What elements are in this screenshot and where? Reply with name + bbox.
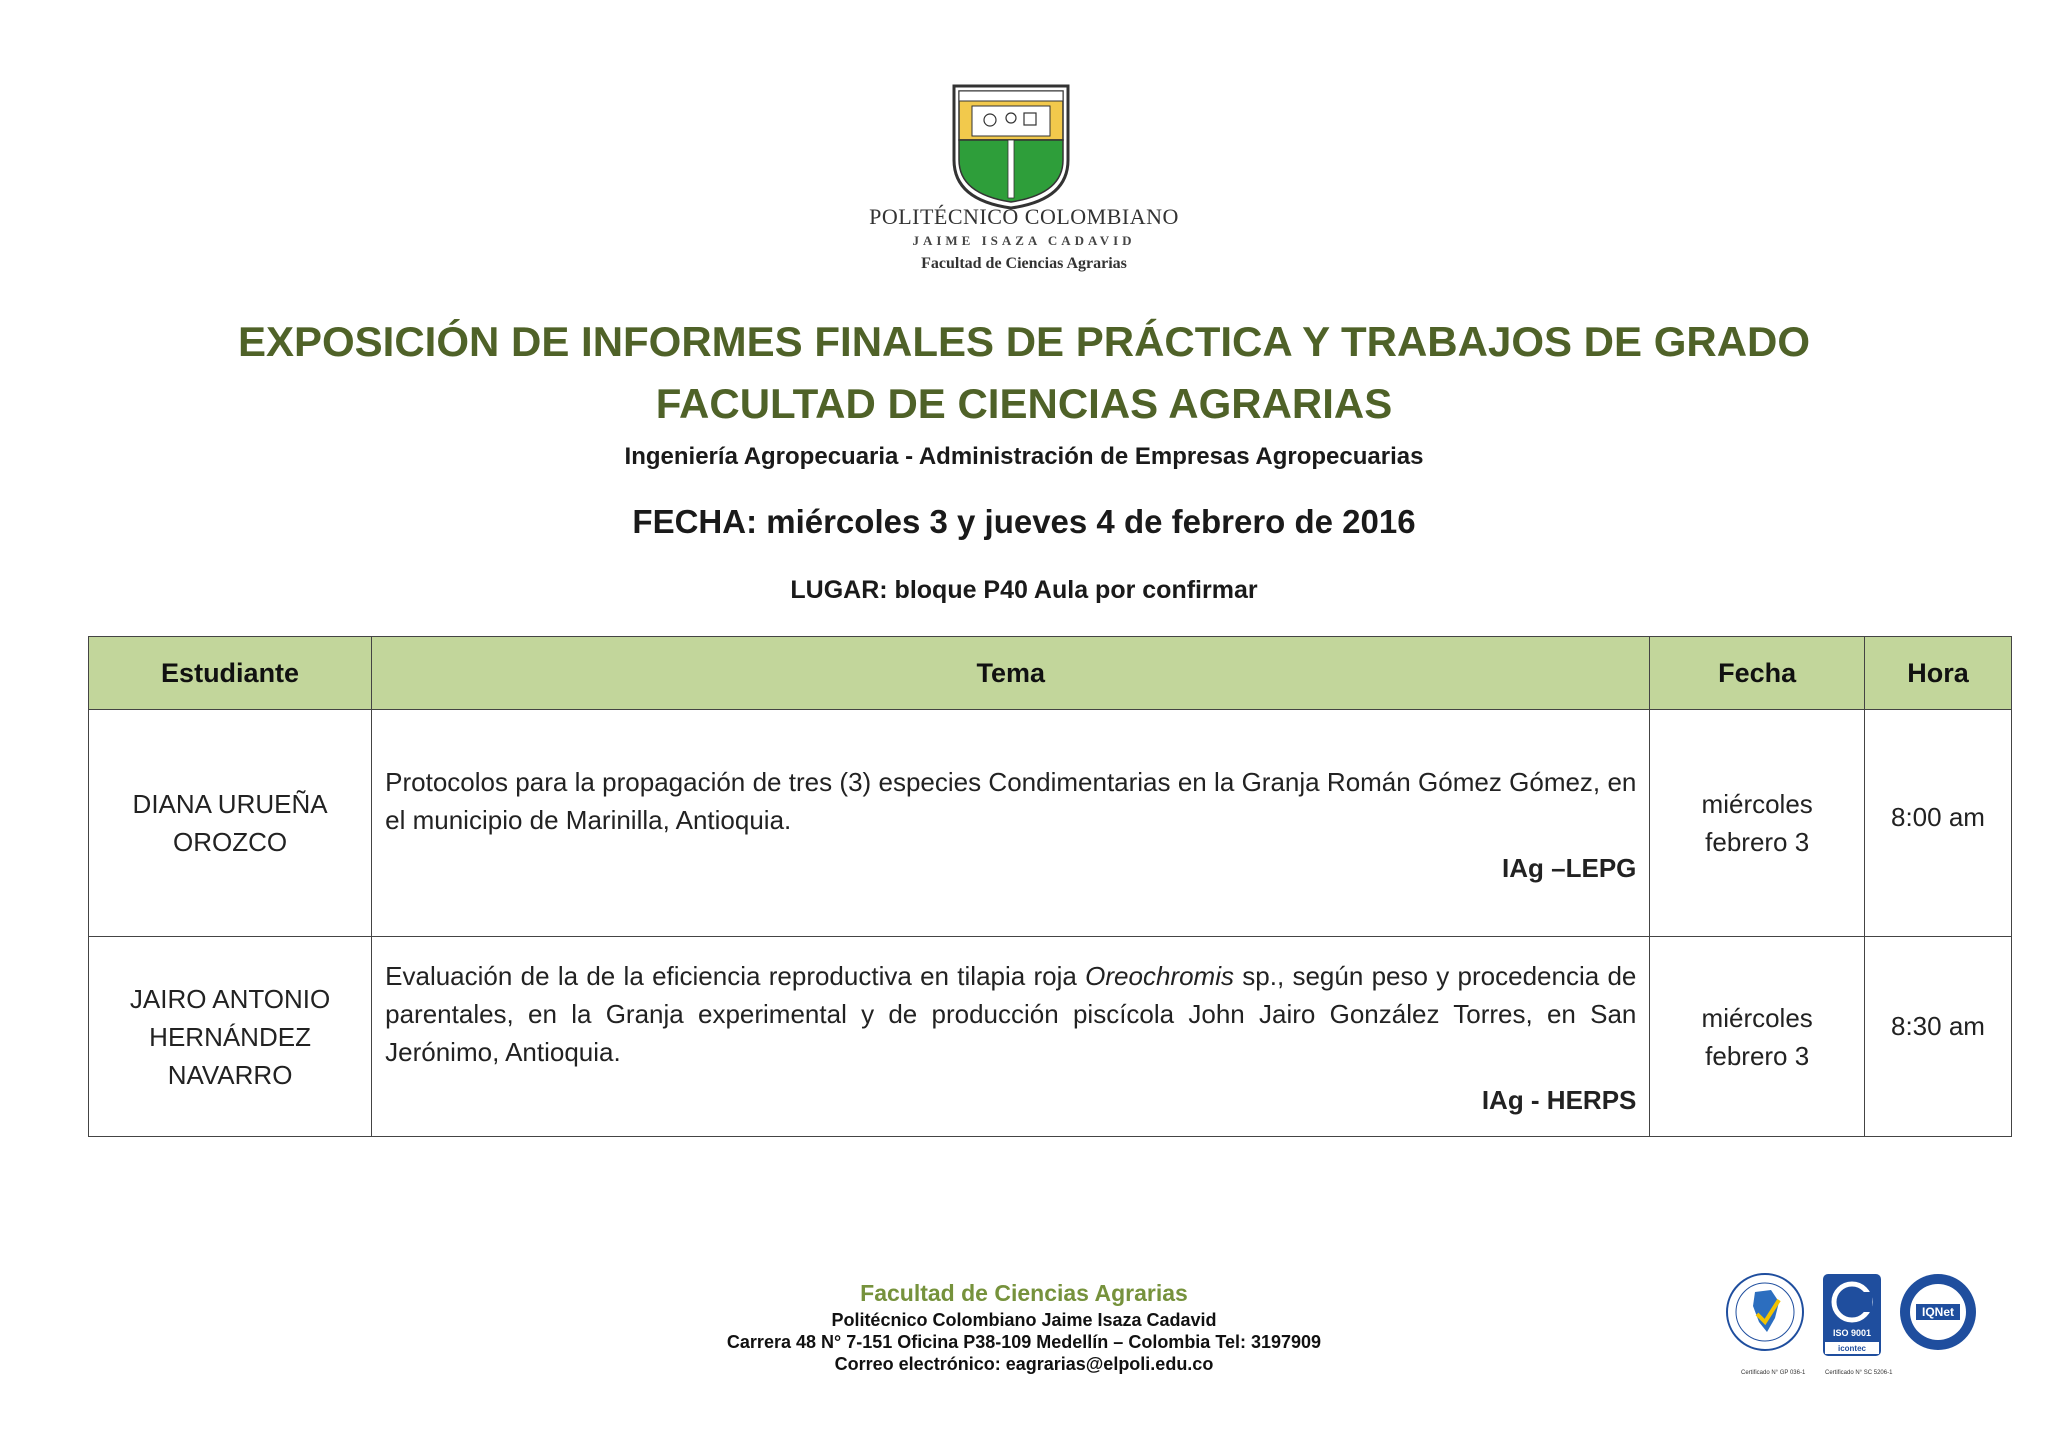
time-value: 8:00 am: [1891, 801, 1985, 832]
faculty-name: Facultad de Ciencias Agrarias: [921, 255, 1127, 272]
date-line: miércoles: [1701, 1002, 1813, 1033]
time-value: 8:30 am: [1891, 1011, 1985, 1041]
student-cell: [89, 937, 372, 1137]
student-name-line: JAIRO ANTONIO: [129, 983, 331, 1014]
certification-seals-icon: [1725, 1270, 1985, 1370]
cert-caption: Certificado N° SC 5206-1: [1825, 1370, 1893, 1376]
schedule-table: [88, 636, 2012, 1137]
table-row: [89, 937, 2012, 1137]
topic-text-part: sp., según peso y procedencia de parentales, en la Granja experimental y de producción piscícola John Jairo González Torres, en San Jerónimo, Antioquia.: [385, 961, 1637, 1067]
cert-caption: Certificado N° GP 036-1: [1741, 1370, 1806, 1376]
date-line: febrero 3: [1705, 1040, 1810, 1071]
institution-subname: JAIME ISAZA CADAVID: [912, 233, 1136, 248]
main-title: EXPOSICIÓN DE INFORMES FINALES DE PRÁCTICA Y TRABAJOS DE GRADO: [237, 318, 1811, 365]
topic-species-italic: Oreochromis: [1085, 961, 1234, 991]
topic-text: Protocolos para la propagación de tres (3) especies Condimentarias en la Granja Román Gómez Gómez, en el municipio de Marinilla, Antioquia.: [385, 766, 1637, 835]
institution-logo: [950, 82, 1072, 210]
topic-text: [385, 957, 1636, 1071]
student-cell: [89, 710, 372, 937]
topic-cell: [372, 710, 1650, 937]
institution-name: POLITÉCNICO COLOMBIANO: [869, 204, 1179, 229]
faculty-title: FACULTAD DE CIENCIAS AGRARIAS: [655, 380, 1393, 427]
topic-code: IAg - HERPS: [1481, 1085, 1637, 1115]
certification-logos: [1725, 1270, 1985, 1380]
topic-cell: [372, 937, 1650, 1137]
footer-faculty: Facultad de Ciencias Agrarias: [860, 1280, 1188, 1306]
cert-iqnet-label: IQNet: [1921, 1305, 1955, 1319]
footer-address: Carrera 48 N° 7-151 Oficina P38-109 Medellín – Colombia Tel: 3197909: [726, 1332, 1322, 1352]
date-cell: [1650, 937, 1865, 1137]
date-line: FECHA: miércoles 3 y jueves 4 de febrero de 2016: [632, 503, 1416, 540]
location-line: LUGAR: bloque P40 Aula por confirmar: [790, 576, 1258, 604]
cert-iso-label: ISO 9001: [1832, 1328, 1872, 1338]
header-estudiante: Estudiante: [89, 637, 372, 710]
student-name-line: NAVARRO: [167, 1059, 293, 1090]
footer-institution: Politécnico Colombiano Jaime Isaza Cadavid: [831, 1310, 1217, 1330]
table-row: [89, 710, 2012, 937]
time-cell: [1864, 937, 2011, 1137]
topic-text-part: Evaluación de la de la eficiencia reproductiva en tilapia roja: [385, 961, 1086, 991]
date-line: miércoles: [1701, 789, 1813, 819]
header-hora: Hora: [1864, 637, 2011, 710]
topic-code: IAg –LEPG: [1502, 852, 1637, 883]
date-cell: [1650, 710, 1865, 937]
header-fecha: Fecha: [1650, 637, 1865, 710]
header-tema: Tema: [372, 637, 1650, 710]
table-header-row: [89, 637, 2012, 710]
student-name-line: HERNÁNDEZ: [149, 1021, 311, 1052]
date-line: febrero 3: [1705, 827, 1810, 857]
student-name-line: DIANA URUEÑA: [132, 789, 328, 819]
footer-email: Correo electrónico: eagrarias@elpoli.edu.co: [834, 1354, 1214, 1374]
cert-icontec-label: icontec: [1837, 1344, 1867, 1353]
programs-subtitle: Ingeniería Agropecuaria - Administración de Empresas Agropecuarias: [624, 443, 1424, 470]
student-name-line: OROZCO: [173, 827, 288, 857]
time-cell: [1864, 710, 2011, 937]
